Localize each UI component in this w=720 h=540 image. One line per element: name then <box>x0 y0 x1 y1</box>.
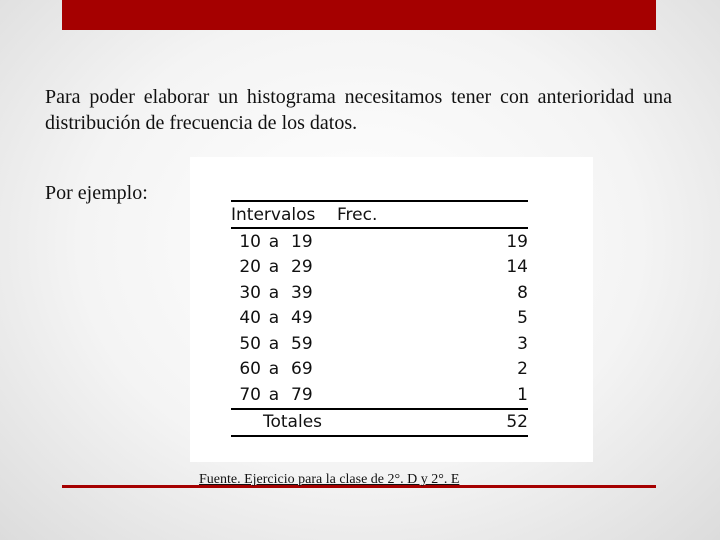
frequency-table <box>231 200 528 437</box>
interval-separator: a <box>268 282 280 303</box>
interval-end: 49 <box>291 308 313 329</box>
header-frequency: Frec. <box>337 204 378 225</box>
table-row <box>231 306 528 332</box>
interval-end: 19 <box>291 231 313 252</box>
header-intervals: Intervalos <box>231 204 316 225</box>
interval-start: 70 <box>239 384 261 405</box>
source-caption: Fuente. Ejercicio para la clase de 2°. D y 2°. E <box>199 472 460 487</box>
frequency-value: 19 <box>506 231 528 252</box>
total-label: Totales <box>263 412 323 433</box>
interval-start: 20 <box>239 257 261 278</box>
interval-separator: a <box>268 359 280 380</box>
frequency-value: 2 <box>517 359 528 380</box>
table-row <box>231 331 528 357</box>
interval-end: 79 <box>291 384 313 405</box>
frequency-value: 14 <box>506 257 528 278</box>
table-row <box>231 382 528 409</box>
interval-end: 69 <box>291 359 313 380</box>
interval-start: 10 <box>239 231 261 252</box>
table-row <box>231 280 528 306</box>
frequency-value: 8 <box>517 282 528 303</box>
interval-end: 29 <box>291 257 313 278</box>
table-row <box>231 228 528 255</box>
top-accent-bar <box>62 0 656 30</box>
intro-paragraph: Para poder elaborar un histograma necesitamos tener con anterioridad una distribución de frecuencia de los datos. <box>45 86 672 134</box>
table-row <box>231 255 528 281</box>
interval-start: 50 <box>239 333 261 354</box>
table-header-row <box>231 201 528 228</box>
frequency-value: 1 <box>517 384 528 405</box>
frequency-value: 3 <box>517 333 528 354</box>
table-total-row <box>231 409 528 437</box>
frequency-table-panel <box>190 157 593 462</box>
frequency-value: 5 <box>517 308 528 329</box>
interval-separator: a <box>268 333 280 354</box>
table-row <box>231 357 528 383</box>
example-label: Por ejemplo: <box>45 182 148 204</box>
interval-separator: a <box>268 308 280 329</box>
interval-separator: a <box>268 384 280 405</box>
table-body <box>231 228 528 409</box>
interval-start: 60 <box>239 359 261 380</box>
interval-start: 30 <box>239 282 261 303</box>
interval-start: 40 <box>239 308 261 329</box>
interval-end: 39 <box>291 282 313 303</box>
interval-separator: a <box>268 231 280 252</box>
total-value: 52 <box>506 412 528 433</box>
interval-separator: a <box>268 257 280 278</box>
interval-end: 59 <box>291 333 313 354</box>
